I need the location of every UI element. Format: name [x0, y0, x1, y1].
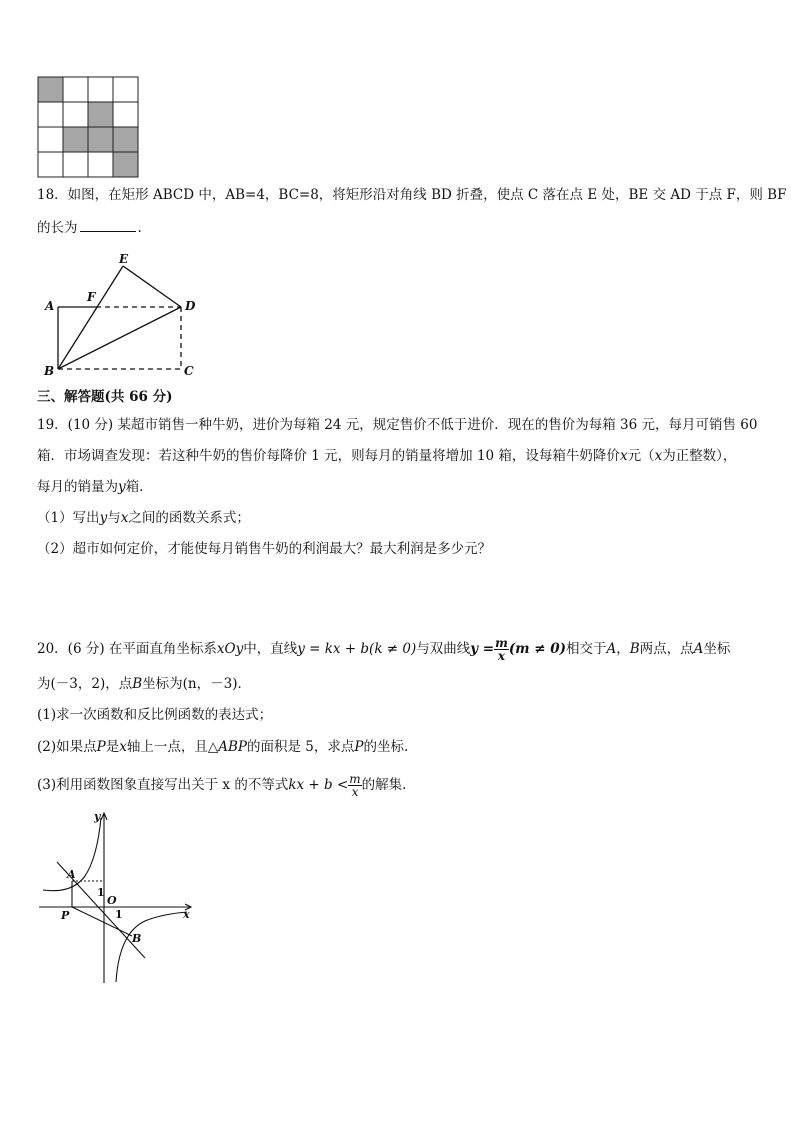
coordinate-system-label: xOy — [216, 641, 244, 657]
q20-text-line2 — [37, 675, 251, 693]
shaded-cell — [88, 127, 113, 152]
var-y: y — [118, 479, 126, 495]
shaded-cell — [113, 127, 138, 152]
q19-sub1 — [37, 509, 250, 527]
label-origin: O — [107, 894, 117, 907]
var-x: x — [619, 448, 628, 464]
q20-line1-part-b: 中，直线 — [243, 641, 298, 657]
point-p: P — [354, 739, 364, 755]
segment-ed — [123, 266, 181, 307]
triangle-abp: ABP — [218, 739, 247, 755]
var-y: y — [99, 510, 108, 526]
q19-line3-part-a: 每月的销量为 — [37, 479, 118, 495]
label-x-axis: x — [183, 908, 190, 921]
q20-sub2 — [37, 738, 408, 756]
label-a: A — [45, 299, 55, 313]
q20-sub3-part-b: 的解集. — [361, 777, 407, 793]
fraction-denominator: x — [497, 649, 506, 663]
point-b: B — [132, 676, 143, 692]
q19-text-line3 — [37, 478, 153, 496]
point-p: P — [96, 739, 106, 755]
q19-sub2: （2）超市如何定价，才能使每月销售牛奶的利润最大？最大利润是多少元？ — [37, 541, 492, 557]
q20-line1-part-g: 坐标 — [703, 641, 731, 657]
q18-text-line1: 18．如图，在矩形 ABCD 中，AB=4，BC=8，将矩形沿对角线 BD 折叠，使点 C 落在点 E 处，BE 交 AD 于点 F，则 BF — [37, 187, 787, 203]
q19-line2-part-c: 为正整数）， — [662, 448, 737, 464]
q19-text-line1: 19．(10 分) 某超市销售一种牛奶，进价为每箱 24 元，规定售价不低于进价．现在的售价为每箱 36 元，每月可销售 60 — [37, 417, 758, 433]
q18-answer-prompt: 的长为 — [37, 220, 78, 236]
inequality-lhs: kx + b < — [288, 777, 349, 793]
label-y-axis: y — [94, 810, 101, 823]
hyperbola-branch-right — [116, 912, 187, 982]
label-b: B — [132, 932, 142, 945]
q19-sub1-part-c: 之间的函数关系式； — [128, 510, 250, 526]
q20-line1-part-c: 与双曲线 — [416, 641, 471, 657]
q20-sub1: (1)求一次函数和反比例函数的表达式； — [37, 707, 273, 723]
q19-line2-part-a: 箱．市场调查发现：若这种牛奶的售价每降价 1 元，则每月的销量将增加 10 箱，设每箱牛奶降价 — [37, 448, 620, 464]
var-x: x — [119, 739, 127, 755]
q20-sub3-part-a: (3)利用函数图象直接写出关于 x 的不等式 — [37, 777, 289, 793]
q20-sub2-part-d: 的面积是 5，求点 — [247, 739, 355, 755]
point-a: A — [693, 641, 704, 657]
hyperbola-lhs: y = — [470, 641, 495, 657]
label-one-y: 1 — [97, 886, 105, 899]
shaded-cell — [63, 127, 88, 152]
q18-period: . — [137, 220, 142, 236]
fraction-numerator: m — [495, 636, 508, 650]
q20-sub2-part-a: (2)如果点 — [37, 739, 97, 755]
q19-line3-part-b: 箱． — [125, 479, 153, 495]
q20-line2-part-b: 坐标为(n，－3)． — [142, 676, 251, 692]
section-3-title: 三、解答题(共 66 分) — [37, 389, 173, 405]
q19-line2-part-b: 元（ — [627, 448, 655, 464]
label-b: B — [44, 364, 55, 378]
q20-sub3 — [37, 770, 406, 800]
q20-sub2-part-c: 轴上一点，且△ — [126, 739, 219, 755]
point-b: B — [629, 641, 640, 657]
q20-line1-part-f: 两点，点 — [639, 641, 694, 657]
segment-bd — [58, 307, 181, 369]
q20-line2-part-a: 为(－3，2)，点 — [37, 676, 133, 692]
q20-line1-part-e: ， — [616, 641, 630, 657]
shaded-cell — [38, 77, 63, 102]
segment-be — [58, 266, 123, 369]
q19-sub1-part-b: 与 — [107, 510, 121, 526]
fraction-denominator: x — [351, 785, 359, 799]
shaded-cell — [88, 102, 113, 127]
shaded-grid-figure — [37, 76, 139, 178]
fraction-numerator: m — [349, 772, 361, 786]
q20-line1-part-a: 20．(6 分) 在平面直角坐标系 — [37, 641, 217, 657]
q18-answer-blank[interactable] — [80, 219, 136, 232]
linear-equation: y = kx + b(k ≠ 0) — [297, 641, 417, 657]
q18-fold-figure — [37, 248, 207, 380]
q18-text-line2 — [37, 219, 142, 237]
label-e: E — [119, 252, 129, 266]
q20-sub2-part-e: 的坐标. — [363, 739, 409, 755]
q19-sub1-part-a: （1）写出 — [37, 510, 100, 526]
label-one-x: 1 — [115, 908, 123, 921]
label-f: F — [87, 290, 96, 304]
hyperbola-condition: (m ≠ 0) — [508, 641, 566, 657]
label-c: C — [184, 364, 194, 378]
label-d: D — [185, 299, 196, 313]
inequality-fraction — [348, 773, 361, 798]
q20-sub2-part-b: 是 — [105, 739, 120, 755]
q20-line1-part-d: 相交于 — [566, 641, 607, 657]
point-a: A — [606, 641, 617, 657]
var-x: x — [120, 510, 129, 526]
q19-text-line2 — [37, 447, 736, 465]
shaded-cell — [113, 152, 138, 177]
label-a: A — [67, 868, 76, 881]
hyperbola-fraction — [494, 637, 509, 662]
q20-text-line1 — [37, 637, 730, 661]
var-x: x — [654, 448, 663, 464]
q20-graph-figure — [37, 808, 197, 988]
label-p: P — [61, 909, 70, 922]
